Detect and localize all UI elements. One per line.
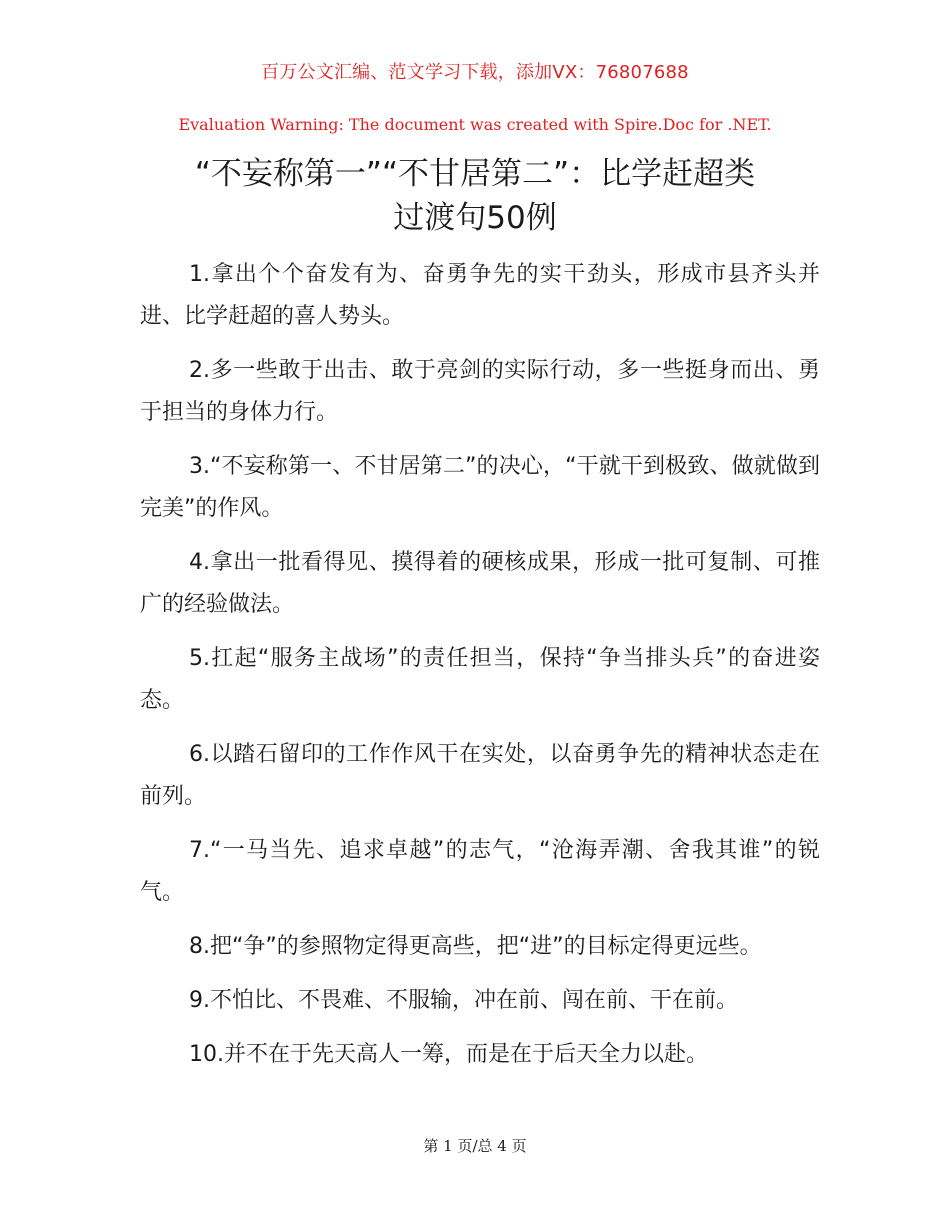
title-line-1: “不妄称第一”“不甘居第二”：比学赶超类 <box>194 156 756 192</box>
title-line-2: 过渡句50例 <box>393 200 557 236</box>
paragraph-9: 9.不怕比、不畏难、不服输，冲在前、闯在前、干在前。 <box>189 988 738 1013</box>
paragraph-8: 8.把“争”的参照物定得更高些，把“进”的目标定得更远些。 <box>189 934 762 959</box>
evaluation-warning: Evaluation Warning: The document was created with Spire.Doc for .NET. <box>178 115 772 134</box>
paragraph-10: 10.并不在于先天高人一筹，而是在于后天全力以赴。 <box>189 1042 708 1067</box>
header-ad-text: 百万公文汇编、范文学习下载，添加VX：76807688 <box>261 62 689 83</box>
paragraph-6: 6.以踏石留印的工作作风干在实处，以奋勇争先的精神状态走在前列。 <box>140 742 820 809</box>
paragraph-1: 1.拿出个个奋发有为、奋勇争先的实干劲头，形成市县齐头并进、比学赶超的喜人势头。 <box>140 262 820 329</box>
paragraph-4: 4.拿出一批看得见、摸得着的硬核成果，形成一批可复制、可推广的经验做法。 <box>140 550 820 617</box>
document-title <box>130 152 820 240</box>
paragraph-5: 5.扛起“服务主战场”的责任担当，保持“争当排头兵”的奋进姿态。 <box>140 646 820 713</box>
paragraph-7: 7.“一马当先、追求卓越”的志气，“沧海弄潮、舍我其谁”的锐气。 <box>140 838 820 905</box>
paragraph-3: 3.“不妄称第一、不甘居第二”的决心，“干就干到极致、做就做到完美”的作风。 <box>140 454 820 521</box>
page-number-footer: 第 1 页/总 4 页 <box>423 1137 527 1155</box>
paragraph-2: 2.多一些敢于出击、敢于亮剑的实际行动，多一些挺身而出、勇于担当的身体力行。 <box>140 358 820 425</box>
document-body <box>140 254 820 1088</box>
